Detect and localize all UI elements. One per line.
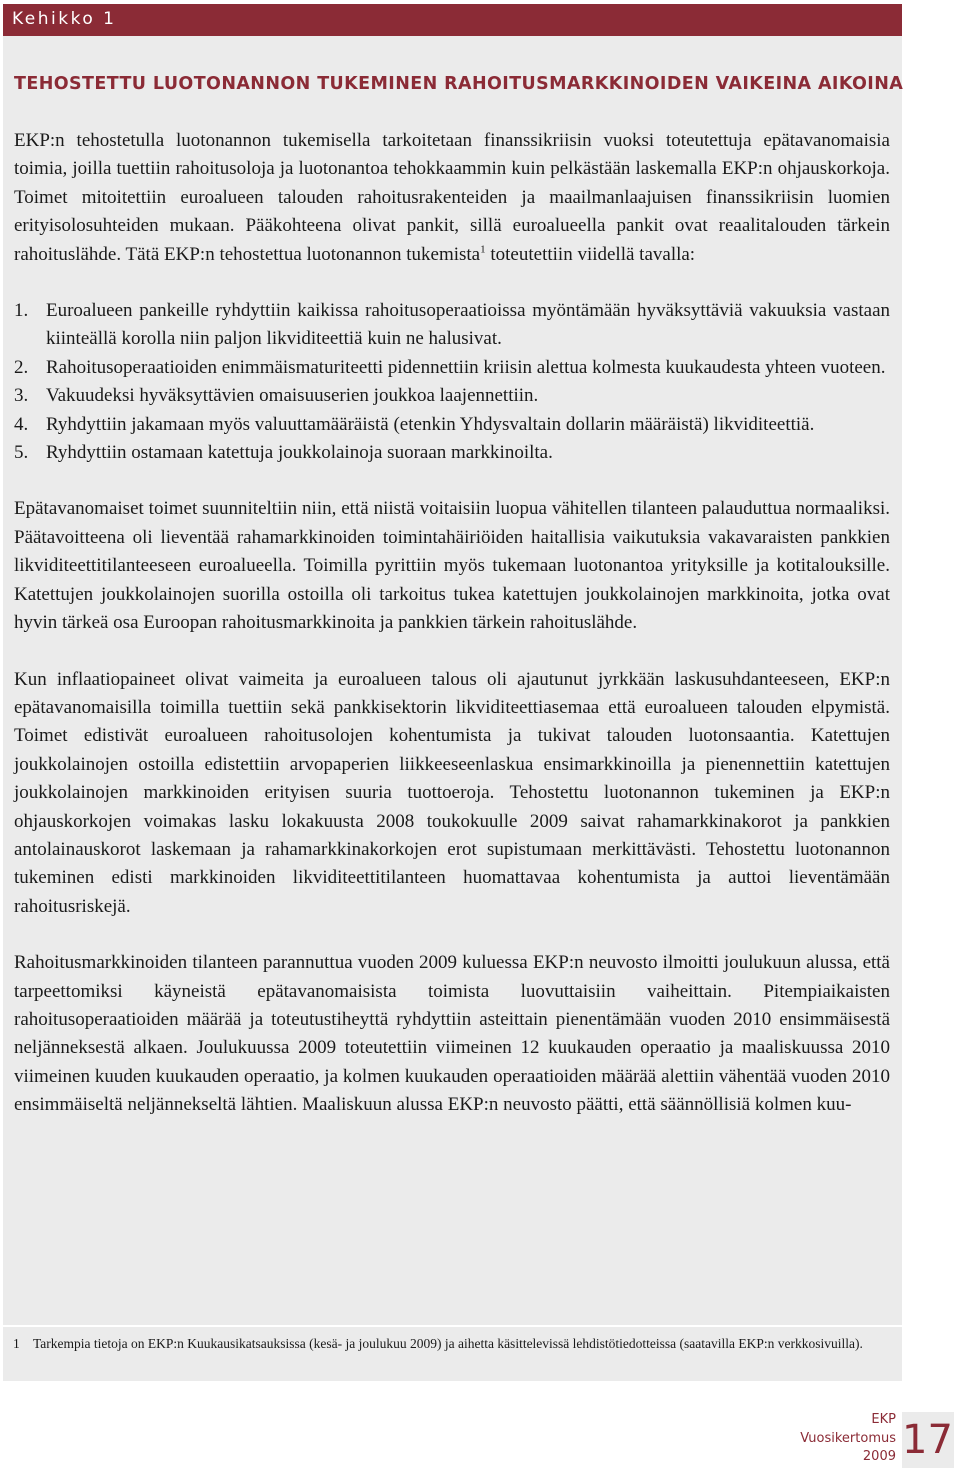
measures-list — [14, 297, 890, 467]
list-item: 2. Rahoitusoperaatioiden enimmäismaturiteetti pidennettiin kriisin alettua kolmesta kuukaudesta yhteen vuoteen. — [14, 356, 886, 378]
intro-paragraph: EKP:n tehostetulla luotonannon tukemisella tarkoitetaan finanssikriisin vuoksi toteutettuja epätavanomaisia toimia, joilla tuettiin rahoitusoloja ja luotonantoa tehokkaammin kuin pelkästään laskemalla EKP:n ohjauskorkoja. Toimet mitoitettiin euroalueen talouden rahoitusrakenteiden ja maailmanlaajuisen finanssikriisin luomien erityisolosuhteiden mukaan. Pääkohteena olivat pankit, sillä euroalueella pankit ovat reaalitalouden tärkein rahoituslähde. Tätä EKP:n tehostettua luotonannon tukemista$^1$ toteutettiin viidellä tavalla: — [14, 130, 890, 265]
box-label: Kehikko 1 — [12, 9, 117, 29]
list-item: 5. Ryhdyttiin ostamaan katettuja joukkolainoja suoraan markkinoilta. — [14, 442, 553, 464]
footnote-ref[interactable]: 1 — [480, 243, 486, 256]
footer-year: 2009 — [862, 1449, 896, 1464]
footnote — [13, 1333, 891, 1354]
footnote-number: 1 — [13, 1336, 20, 1351]
page-footer — [800, 1411, 896, 1467]
info-box — [3, 4, 902, 1381]
box-title: TEHOSTETTU LUOTONANNON TUKEMINEN RAHOITUSMARKKINOIDEN VAIKEINA AIKOINA — [14, 74, 904, 94]
body-paragraph-3: Kun inflaatiopaineet olivat vaimeita ja euroalueen talous oli ajautunut jyrkkään laskusuhdanteeseen, EKP:n epätavanomaisilla toimilla tuettiin sekä pankkisektorin likviditeettiasemaa että euroalueen talouden elpymistä. Toimet edistivät euroalueen rahoitusolojen kohentumista ja tukivat talouden luotonsaantia. Katettujen joukkolainojen ostoilla edistettiin arvopaperien liikkeeseenlaskua ensimarkkinoilla ja pienennettiin katettujen joukkolainojen markkinoiden erityisen suuria tuottoeroja. Tehostettu luotonannon tukeminen ja EKP:n ohjauskorkojen voimakas lasku lokakuusta 2008 toukokuulle 2009 saivat rahamarkkinakorot ja pankkien antolainauskorot laskemaan ja rahamarkkinakorkojen erot supistumaan merkittävästi. Tehostettu luotonannon tukeminen edisti markkinoiden likviditeettitilanteen huomattavaa kohentumista ja auttoi lieventämään rahoitusriskejä. — [14, 668, 890, 917]
page-number: 17 — [902, 1412, 954, 1468]
footnote-text: Tarkempia tietoja on EKP:n Kuukausikatsauksissa (kesä- ja joulukuu 2009) ja aihetta käsittelevissä lehdistötiedotteissa (saatavilla EKP:n verkkosivuilla). — [33, 1336, 863, 1351]
body-paragraph-2: Epätavanomaiset toimet suunniteltiin niin, että niistä voitaisiin luopua vähitellen tilanteen palauduttua normaaliksi. Päätavoitteena oli lieventää rahamarkkinoiden toimintahäiriöiden haitallisia vaikutuksia vakavaraisten pankkien likviditeettitilanteeseen euroalueella. Toimilla pyrittiin myös tukemaan luotonantoa yrityksille ja kotitalouksille. Katettujen joukkolainojen suorilla ostoilla oli tarkoitus tukea katettujen joukkolainojen markkinoita, jotka ovat hyvin tärkeä osa Euroopan rahoitusmarkkinoita ja pankkien tärkein rahoituslähde. — [14, 498, 890, 634]
box-body — [14, 127, 890, 1120]
list-item: 1. Euroalueen pankeille ryhdyttiin kaikissa rahoitusoperaatioissa myöntämään hyväksyttäviä vakuuksia vastaan kiinteällä korolla niin paljon likviditeettiä kuin ne halusivat. — [14, 300, 890, 350]
footer-org: EKP — [871, 1412, 896, 1427]
list-item: 3. Vakuudeksi hyväksyttävien omaisuuserien joukkoa laajennettiin. — [14, 385, 539, 407]
footer-publication: Vuosikertomus — [800, 1430, 896, 1446]
body-paragraph-4: Rahoitusmarkkinoiden tilanteen parannuttua vuoden 2009 kuluessa EKP:n neuvosto ilmoitti joulukuun alussa, että tarpeettomiksi käyneistä epätavanomaisista toimista luovuttaisiin vaiheittain. Pitempiaikaisten rahoitusoperaatioiden määrää ja toteutustiheyttä ryhdyttiin asteittain pienentämään vuoden 2010 ensimmäisestä neljänneksestä alkaen. Joulukuussa 2009 toteutettiin viimeinen 12 kuukauden operaatio ja maaliskuussa 2010 viimeinen kuuden kuukauden operaatio, ja kolmen kuukauden operaatioiden määrää alettiin vähentää vuoden 2010 ensimmäiseltä neljännekseltä lähtien. Maaliskuun alussa EKP:n neuvosto päätti, että säännöllisiä kolmen kuu- — [14, 952, 890, 1116]
box-header-bar — [3, 4, 902, 36]
footnote-divider — [3, 1325, 902, 1327]
list-item: 4. Ryhdyttiin jakamaan myös valuuttamääräistä (etenkin Yhdysvaltain dollarin määräistä) likviditeettiä. — [14, 413, 815, 435]
